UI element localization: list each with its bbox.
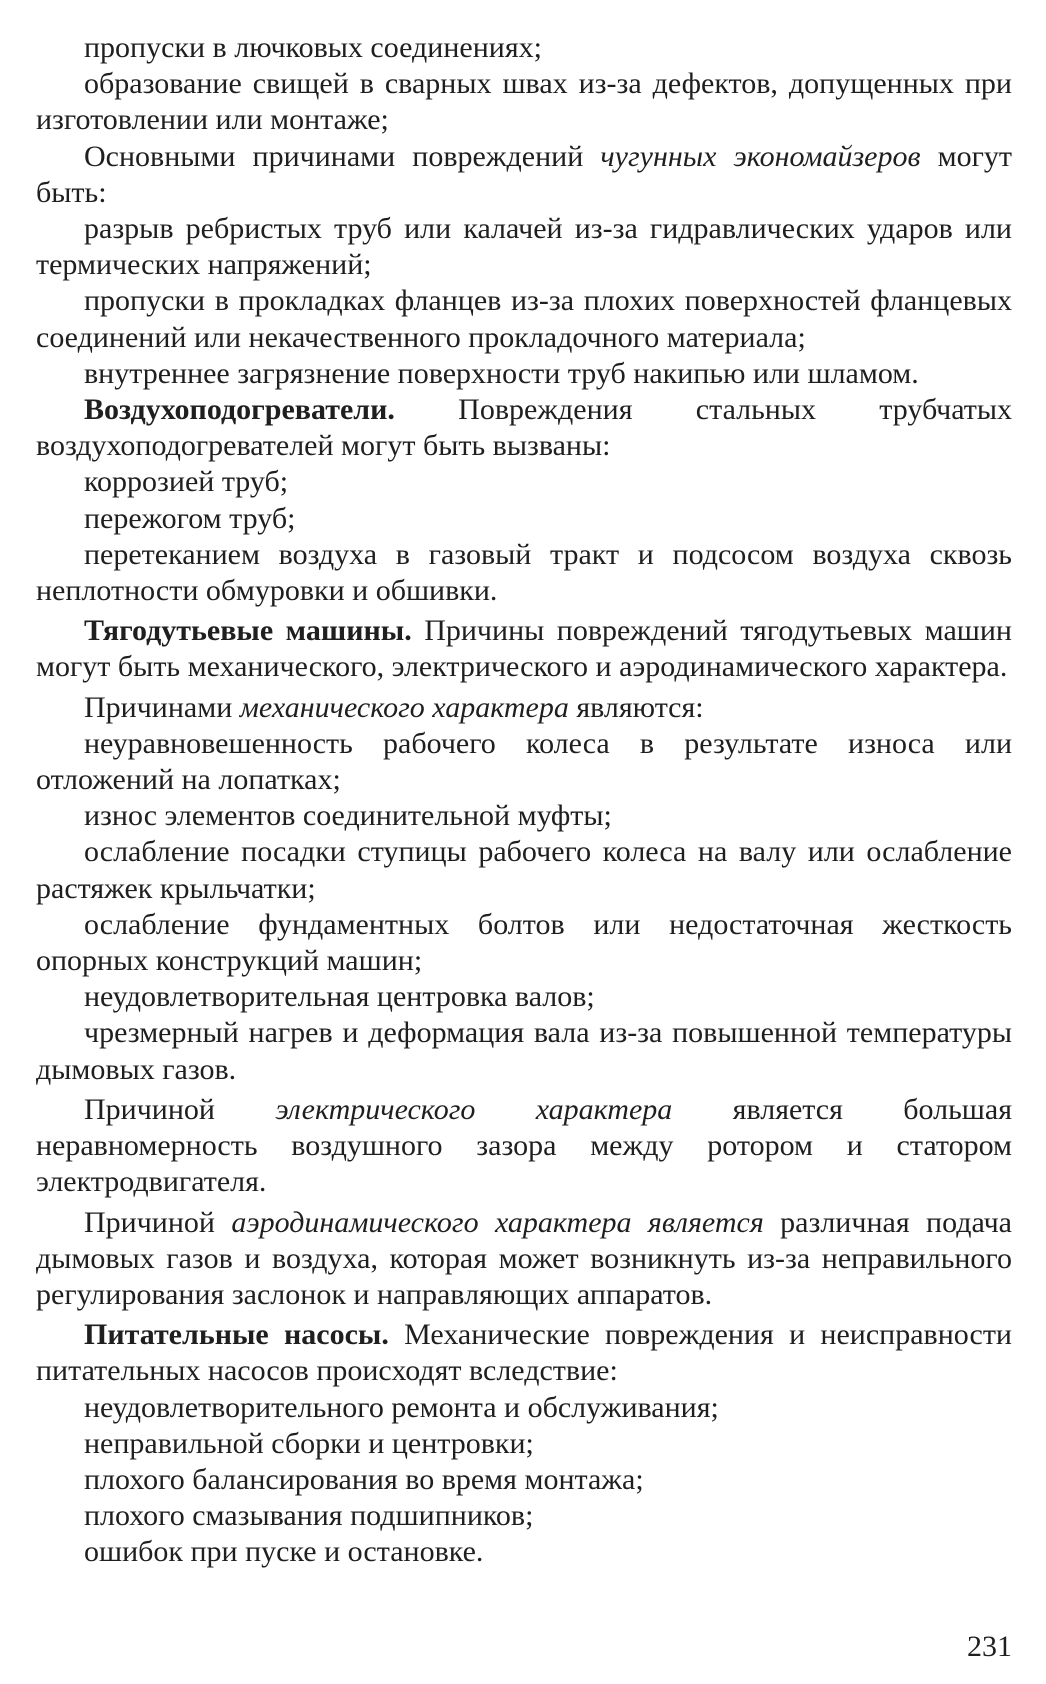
paragraph (36, 537, 1012, 609)
paragraph-text: плохого смазывания подшипников; (84, 1499, 534, 1533)
paragraph-text: разрыв ребристых труб или калачей из-за гидравлических ударов или термических напряжений; (36, 212, 1012, 282)
paragraph (36, 464, 1012, 500)
italic-term: электрического характера (275, 1092, 673, 1126)
paragraph-text: внутреннее загрязнение поверхности труб накипью или шламом. (84, 356, 919, 390)
paragraph-text: Причины повреждений тягодутьевых машин могут быть механического, электрического и аэродинамического характера. (36, 614, 1012, 684)
paragraph-text: Повреждения стальных трубчатых воздухоподогревателей могут быть вызваны: (36, 393, 1012, 463)
section-heading: Питательные насосы. (84, 1318, 389, 1352)
paragraph-text: чрезмерный нагрев и деформация вала из-за повышенной температуры дымовых газов. (36, 1016, 1012, 1086)
paragraph (36, 211, 1012, 283)
paragraph-text: образование свищей в сварных швах из-за дефектов, допущенных при изготовлении или монтаже; (36, 67, 1012, 137)
italic-term: чугунных экономайзеров (600, 139, 921, 173)
paragraph-text: плохого балансирования во время монтажа; (84, 1462, 644, 1496)
paragraph (36, 139, 1012, 211)
paragraph (36, 1092, 1012, 1201)
paragraph (36, 392, 1012, 464)
paragraph (36, 690, 1012, 726)
italic-term: механического характера (239, 690, 569, 724)
paragraph (36, 1205, 1012, 1314)
paragraph-text: неудовлетворительного ремонта и обслуживания; (84, 1390, 719, 1424)
paragraph (36, 834, 1012, 906)
section-heading: Тягодутьевые машины. (84, 614, 412, 648)
paragraph (36, 1426, 1012, 1462)
paragraph (36, 1390, 1012, 1426)
paragraph (36, 1498, 1012, 1534)
paragraph-text: пропуски в прокладках фланцев из-за плохих поверхностей фланцевых соединений или некачественного прокладочного материала; (36, 284, 1012, 354)
paragraph (36, 66, 1012, 138)
paragraph (36, 798, 1012, 834)
paragraph-text: неуравновешенность рабочего колеса в результате износа или отложений на лопатках; (36, 726, 1012, 797)
paragraph (36, 1317, 1012, 1389)
page-number: 231 (967, 1630, 1012, 1663)
paragraph-text: неправильной сборки и центровки; (84, 1426, 534, 1460)
paragraph (36, 501, 1012, 537)
paragraph (36, 283, 1012, 355)
paragraph-text: коррозией труб; (84, 465, 289, 499)
paragraph (36, 726, 1012, 798)
paragraph-text: различная подача дымовых газов и воздуха, которая может возникнуть из-за неправильного регулирования заслонок и направляющих аппаратов. (36, 1205, 1012, 1311)
paragraph (36, 1462, 1012, 1498)
paragraph-text: износ элементов соединительной муфты; (84, 799, 612, 833)
paragraph-text: является большая неравномерность воздушного зазора между ротором и статором электродвигателя. (36, 1092, 1012, 1199)
paragraph (36, 30, 1012, 66)
paragraph-text: ошибок при пуске и остановке. (84, 1535, 484, 1569)
paragraph-text: являются: (568, 690, 704, 724)
paragraph (36, 1015, 1012, 1087)
paragraph-text: Механические повреждения и неисправности питательных насосов происходят вследствие: (36, 1318, 1012, 1388)
paragraph-text: неудовлетворительная центровка валов; (84, 980, 595, 1014)
paragraph (36, 613, 1012, 685)
paragraph (36, 1534, 1012, 1570)
paragraph (36, 356, 1012, 392)
paragraph (36, 907, 1012, 979)
paragraph-text: перетеканием воздуха в газовый тракт и подсосом воздуха сквозь неплотности обмуровки и обшивки. (36, 537, 1012, 608)
paragraph-text: могут быть: (36, 139, 1012, 209)
paragraph-lead: Основными причинами повреждений (84, 139, 601, 173)
paragraph-lead: Причиной (84, 1205, 232, 1239)
italic-term: аэродинамического характера является (231, 1205, 764, 1239)
paragraph-text: ослабление посадки ступицы рабочего колеса на валу или ослабление растяжек крыльчатки; (36, 835, 1012, 905)
paragraph-text: пропуски в лючковых соединениях; (84, 31, 542, 64)
page-body (36, 30, 1012, 1571)
paragraph-text: пережогом труб; (84, 501, 296, 535)
paragraph-lead: Причиной (84, 1092, 276, 1126)
paragraph-text: ослабление фундаментных болтов или недостаточная жесткость опорных конструкций машин; (36, 907, 1012, 978)
section-heading: Воздухоподогреватели. (84, 393, 395, 427)
paragraph (36, 979, 1012, 1015)
paragraph-lead: Причинами (84, 690, 240, 724)
